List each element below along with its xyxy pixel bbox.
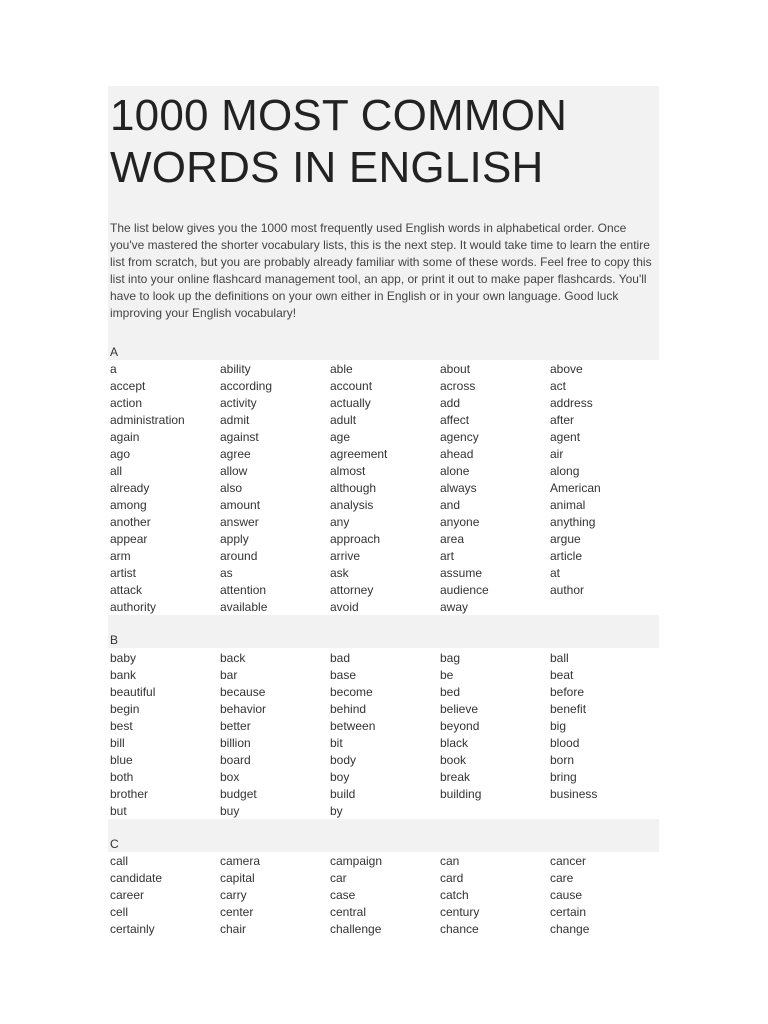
word-item: alone [440, 464, 470, 478]
word-item: both [110, 770, 134, 784]
word-item: action [110, 396, 143, 410]
word-item: also [220, 481, 243, 495]
word-item: arm [110, 549, 131, 563]
word-item: bad [330, 651, 351, 665]
word-item: building [440, 787, 482, 801]
word-item: appear [110, 532, 148, 546]
word-item: as [220, 566, 233, 580]
word-item: ago [110, 447, 131, 461]
word-item: a [110, 362, 117, 376]
word-item: allow [220, 464, 248, 478]
word-item: carry [220, 888, 247, 902]
word-item: boy [330, 770, 350, 784]
word-item: away [440, 600, 469, 614]
word-item: center [220, 905, 254, 919]
section-letter-b: B [110, 633, 119, 647]
word-item: behind [330, 702, 367, 716]
word-item: all [110, 464, 123, 478]
word-item: become [330, 685, 373, 699]
word-item: around [220, 549, 258, 563]
word-item: agreement [330, 447, 388, 461]
word-item: admit [220, 413, 250, 427]
word-item: campaign [330, 854, 383, 868]
word-item: art [440, 549, 455, 563]
word-item: against [220, 430, 259, 444]
word-item: candidate [110, 871, 163, 885]
word-item: actually [330, 396, 371, 410]
section-header-c [108, 819, 659, 852]
word-item: chair [220, 922, 247, 936]
word-item: attorney [330, 583, 374, 597]
word-item: attention [220, 583, 267, 597]
word-item: bring [550, 770, 577, 784]
word-item: at [550, 566, 561, 580]
word-item: blood [550, 736, 580, 750]
word-item: be [440, 668, 454, 682]
word-item: able [330, 362, 353, 376]
word-item: author [550, 583, 585, 597]
word-item: along [550, 464, 580, 478]
word-item: bar [220, 668, 238, 682]
word-item: approach [330, 532, 381, 546]
word-item: age [330, 430, 351, 444]
word-item: artist [110, 566, 137, 580]
word-item: case [330, 888, 356, 902]
word-item: between [330, 719, 376, 733]
word-item: central [330, 905, 367, 919]
word-item: back [220, 651, 246, 665]
word-item: buy [220, 804, 240, 818]
section-letter-c: C [110, 837, 119, 851]
word-item: accept [110, 379, 146, 393]
word-item: act [550, 379, 567, 393]
word-item: affect [440, 413, 470, 427]
intro-paragraph: The list below gives you the 1000 most frequently used English words in alphabetical order. Once you've mastered the shorter vocabulary lists, this is the next step. It would take time to learn the entire list from scratch, but you are probably already familiar with some of these words. Feel free to copy this list into your online flashcard management tool, an app, or print it out to make paper flashcards. You'll have to look up the definitions on your own either in English or in your own language. Good luck improving your English vocabulary! [110, 221, 652, 320]
word-item: and [440, 498, 461, 512]
word-item: call [110, 854, 129, 868]
word-item: address [550, 396, 593, 410]
word-item: better [220, 719, 251, 733]
word-item: chance [440, 922, 479, 936]
word-item: always [440, 481, 477, 495]
word-item: another [110, 515, 151, 529]
word-item: argue [550, 532, 581, 546]
word-item: book [440, 753, 467, 767]
word-item: agent [550, 430, 581, 444]
word-item: available [220, 600, 268, 614]
word-item: arrive [330, 549, 361, 563]
word-item: century [440, 905, 480, 919]
word-item: box [220, 770, 240, 784]
word-item: above [550, 362, 583, 376]
section-letter-a: A [110, 345, 119, 359]
word-item: again [110, 430, 140, 444]
word-grid-b [110, 650, 670, 820]
word-item: after [550, 413, 575, 427]
word-item: anything [550, 515, 596, 529]
word-item: but [110, 804, 127, 818]
word-item: cancer [550, 854, 587, 868]
word-item [440, 803, 550, 820]
word-item: baby [110, 651, 137, 665]
word-item: card [440, 871, 464, 885]
word-item: bed [440, 685, 461, 699]
word-item: benefit [550, 702, 587, 716]
word-item: believe [440, 702, 479, 716]
word-item: activity [220, 396, 257, 410]
word-item: adult [330, 413, 357, 427]
word-item: begin [110, 702, 140, 716]
word-item: born [550, 753, 575, 767]
word-item: answer [220, 515, 259, 529]
word-item: because [220, 685, 266, 699]
word-item: black [440, 736, 469, 750]
word-item: agency [440, 430, 479, 444]
word-item: ball [550, 651, 569, 665]
word-item: according [220, 379, 273, 393]
word-item: before [550, 685, 585, 699]
word-item: attack [110, 583, 143, 597]
word-item: air [550, 447, 564, 461]
word-item: add [440, 396, 461, 410]
word-item: American [550, 481, 601, 495]
word-item: bag [440, 651, 461, 665]
word-item: cause [550, 888, 583, 902]
word-item: apply [220, 532, 249, 546]
page-title: 1000 MOST COMMON WORDS IN ENGLISH [110, 91, 568, 192]
word-item: business [550, 787, 598, 801]
word-item: build [330, 787, 356, 801]
word-item: assume [440, 566, 483, 580]
word-item: behavior [220, 702, 267, 716]
word-item: already [110, 481, 150, 495]
word-item [550, 803, 660, 820]
word-item: blue [110, 753, 133, 767]
word-item: catch [440, 888, 469, 902]
word-item: base [330, 668, 357, 682]
word-item: body [330, 753, 357, 767]
word-item: care [550, 871, 574, 885]
word-item: capital [220, 871, 255, 885]
section-header-b [108, 615, 659, 648]
word-item: area [440, 532, 465, 546]
word-item: car [330, 871, 347, 885]
word-item: certain [550, 905, 587, 919]
word-item: agree [220, 447, 251, 461]
word-item: audience [440, 583, 489, 597]
word-item: bill [110, 736, 125, 750]
word-item: article [550, 549, 583, 563]
word-item: break [440, 770, 471, 784]
word-item: anyone [440, 515, 480, 529]
word-item: can [440, 854, 460, 868]
word-item: analysis [330, 498, 374, 512]
word-item: cell [110, 905, 129, 919]
word-item: beat [550, 668, 574, 682]
word-item [550, 599, 660, 616]
word-item: bank [110, 668, 137, 682]
word-grid-a [110, 361, 670, 616]
word-item: career [110, 888, 145, 902]
word-item: across [440, 379, 476, 393]
word-item: ability [220, 362, 251, 376]
word-item: bit [330, 736, 343, 750]
word-grid-c [110, 853, 670, 938]
word-item: although [330, 481, 377, 495]
word-item: budget [220, 787, 257, 801]
word-item: beautiful [110, 685, 156, 699]
word-item: billion [220, 736, 251, 750]
word-item: certainly [110, 922, 155, 936]
word-item: among [110, 498, 147, 512]
word-item: about [440, 362, 471, 376]
word-item: account [330, 379, 373, 393]
word-item: administration [110, 413, 185, 427]
word-item: big [550, 719, 567, 733]
word-item: avoid [330, 600, 359, 614]
word-item: any [330, 515, 350, 529]
word-item: board [220, 753, 251, 767]
word-item: by [330, 804, 343, 818]
word-item: challenge [330, 922, 382, 936]
word-item: animal [550, 498, 586, 512]
word-item: brother [110, 787, 149, 801]
word-item: amount [220, 498, 261, 512]
word-item: change [550, 922, 590, 936]
word-item: ahead [440, 447, 474, 461]
word-item: authority [110, 600, 157, 614]
word-item: almost [330, 464, 366, 478]
word-item: beyond [440, 719, 480, 733]
word-item: best [110, 719, 133, 733]
word-item: ask [330, 566, 349, 580]
word-item: camera [220, 854, 261, 868]
